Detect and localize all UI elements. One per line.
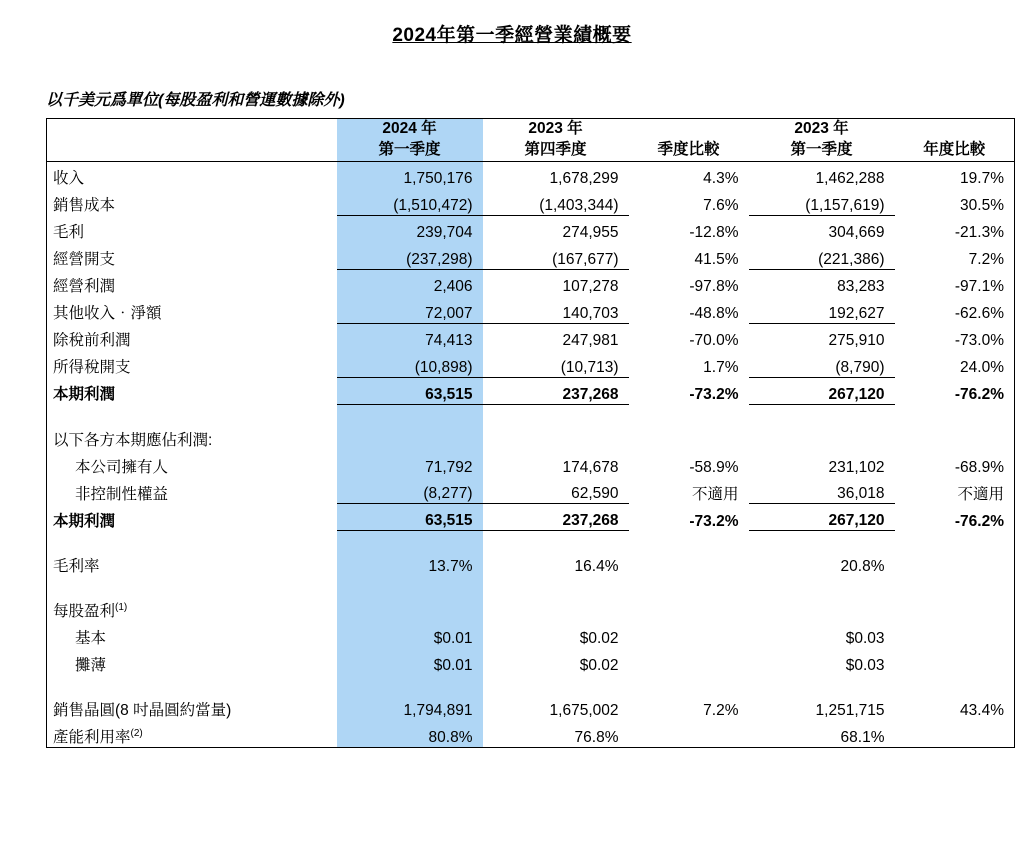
header-yoy-line1: 年度比較 xyxy=(923,140,986,158)
header-q4-2023 xyxy=(483,119,629,162)
table-row xyxy=(47,621,1015,648)
cell-q4-2023: 76.8% xyxy=(483,720,629,747)
spacer-cell xyxy=(629,576,749,594)
cell-q1-2024: 63,515 xyxy=(337,504,483,531)
header-qoq-line1: 季度比較 xyxy=(657,140,720,158)
cell-q1-2024: (237,298) xyxy=(337,242,483,269)
cell-yoy: -62.6% xyxy=(895,296,1015,323)
spacer-cell xyxy=(483,576,629,594)
cell-yoy: 30.5% xyxy=(895,188,1015,215)
cell-q4-2023: (167,677) xyxy=(483,242,629,269)
cell-yoy xyxy=(895,621,1015,648)
cell-q4-2023: 62,590 xyxy=(483,477,629,504)
eps-header-text: 每股盈利 xyxy=(53,603,116,621)
table-spacer-row xyxy=(47,404,1015,423)
spacer-cell xyxy=(629,404,749,423)
spacer-cell xyxy=(337,675,483,693)
table-row-total xyxy=(47,377,1015,404)
table-row xyxy=(47,215,1015,242)
header-blank xyxy=(47,119,337,162)
cell-q4-2023: 107,278 xyxy=(562,278,619,296)
cell-q1-2024: $0.01 xyxy=(337,648,483,675)
cell-yoy: -68.9% xyxy=(895,450,1015,477)
cell-qoq xyxy=(629,648,749,675)
cell-q1-2024: 63,515 xyxy=(337,377,483,404)
cell-q4-2023: $0.02 xyxy=(579,657,619,675)
spacer-cell xyxy=(895,576,1015,594)
row-label: 本期利潤 xyxy=(47,504,337,531)
empty-cell xyxy=(629,594,749,621)
row-label: 攤薄 xyxy=(47,648,337,675)
cell-q1-2024: 239,704 xyxy=(337,215,483,242)
cell-q4-2023: 1,675,002 xyxy=(549,702,619,720)
table-row xyxy=(47,269,1015,296)
cell-q1-2023: $0.03 xyxy=(845,630,885,648)
cell-q1-2023: 1,462,288 xyxy=(815,170,885,188)
table-row xyxy=(47,242,1015,269)
row-label: 所得稅開支 xyxy=(47,350,337,377)
cell-yoy: -97.1% xyxy=(895,269,1015,296)
cell-yoy: -76.2% xyxy=(895,504,1015,531)
cell-q1-2024: (8,277) xyxy=(337,477,483,504)
cell-q1-2024: 71,792 xyxy=(337,450,483,477)
row-label: 非控制性權益 xyxy=(47,477,337,504)
cell-yoy: 不適用 xyxy=(895,477,1015,504)
cell-q4-2023: (10,713) xyxy=(483,350,629,377)
spacer-cell xyxy=(483,531,629,550)
cell-qoq: 4.3% xyxy=(703,170,739,188)
header-q1-2024-line2: 第一季度 xyxy=(378,140,441,158)
cell-yoy: 24.0% xyxy=(895,350,1015,377)
cell-q4-2023: 174,678 xyxy=(562,458,619,476)
cell-qoq: -48.8% xyxy=(689,305,739,323)
cell-q4-2023: $0.02 xyxy=(579,630,619,648)
cell-q1-2024: (1,510,472) xyxy=(337,188,483,215)
table-row xyxy=(47,161,1015,188)
header-q1-2023 xyxy=(749,119,895,162)
row-label: 經營開支 xyxy=(47,242,337,269)
spacer-cell xyxy=(749,404,895,423)
cell-yoy xyxy=(895,549,1015,576)
spacer-cell xyxy=(47,531,337,550)
cell-q4-2023: 1,678,299 xyxy=(549,170,619,188)
cell-qoq: -97.8% xyxy=(689,278,739,296)
cell-q1-2023: 267,120 xyxy=(749,504,895,531)
utilization-label-text: 產能利用率 xyxy=(53,728,131,746)
row-label xyxy=(47,720,337,747)
empty-cell xyxy=(895,423,1015,450)
cell-q1-2023: 231,102 xyxy=(828,458,885,476)
cell-yoy: 43.4% xyxy=(895,693,1015,720)
cell-qoq: 7.2% xyxy=(703,702,739,720)
table-row-gross-margin xyxy=(47,549,1015,576)
table-row xyxy=(47,296,1015,323)
row-label: 基本 xyxy=(47,621,337,648)
cell-qoq: 7.6% xyxy=(703,197,739,215)
empty-cell xyxy=(337,594,483,621)
cell-yoy: -73.0% xyxy=(895,323,1015,350)
spacer-cell xyxy=(337,531,483,550)
empty-cell xyxy=(483,423,629,450)
row-label: 其他收入‧淨額 xyxy=(47,296,337,323)
eps-footnote-marker: (1) xyxy=(115,602,128,614)
cell-yoy: 19.7% xyxy=(895,161,1015,188)
table-row-total xyxy=(47,504,1015,531)
empty-cell xyxy=(895,594,1015,621)
spacer-cell xyxy=(749,675,895,693)
cell-q1-2023: 20.8% xyxy=(840,558,885,576)
header-q1-2024 xyxy=(337,119,483,162)
cell-yoy: 7.2% xyxy=(895,242,1015,269)
eps-header-label xyxy=(47,594,337,621)
table-spacer-row xyxy=(47,675,1015,693)
cell-q1-2024: 1,750,176 xyxy=(337,161,483,188)
cell-qoq xyxy=(629,549,749,576)
header-q4-2023-line1: 2023 年 xyxy=(528,120,583,137)
cell-q4-2023: 247,981 xyxy=(562,332,619,350)
cell-qoq: 不適用 xyxy=(691,485,739,503)
cell-q1-2023: 267,120 xyxy=(749,377,895,404)
empty-cell xyxy=(749,423,895,450)
cell-qoq: 1.7% xyxy=(703,359,739,377)
spacer-cell xyxy=(895,404,1015,423)
document-page xyxy=(0,20,1024,843)
row-label: 經營利潤 xyxy=(47,269,337,296)
cell-q1-2023: (1,157,619) xyxy=(749,188,895,215)
cell-q1-2023: 304,669 xyxy=(828,224,885,242)
cell-q1-2024: 74,413 xyxy=(337,323,483,350)
cell-qoq: -73.2% xyxy=(689,512,739,530)
cell-q1-2023: (8,790) xyxy=(749,350,895,377)
spacer-cell xyxy=(749,576,895,594)
spacer-cell xyxy=(47,675,337,693)
cell-q1-2024: 1,794,891 xyxy=(337,693,483,720)
row-label: 除稅前利潤 xyxy=(47,323,337,350)
spacer-cell xyxy=(337,404,483,423)
spacer-cell xyxy=(47,404,337,423)
spacer-cell xyxy=(47,576,337,594)
table-row-wafer-shipments xyxy=(47,693,1015,720)
spacer-cell xyxy=(337,576,483,594)
header-q1-2023-line1: 2023 年 xyxy=(794,120,849,137)
cell-q1-2023: 192,627 xyxy=(749,296,895,323)
cell-q1-2024: $0.01 xyxy=(337,621,483,648)
empty-cell xyxy=(629,423,749,450)
cell-qoq: -70.0% xyxy=(689,332,739,350)
cell-yoy: -76.2% xyxy=(895,377,1015,404)
unit-note: 以千美元爲單位(每股盈利和營運數據除外) xyxy=(46,92,345,109)
cell-qoq xyxy=(629,720,749,747)
empty-cell xyxy=(337,423,483,450)
row-label: 本公司擁有人 xyxy=(47,450,337,477)
spacer-cell xyxy=(749,531,895,550)
row-label: 毛利 xyxy=(47,215,337,242)
header-q1-2024-line1: 2024 年 xyxy=(382,120,437,137)
cell-q1-2023: (221,386) xyxy=(749,242,895,269)
table-spacer-row xyxy=(47,531,1015,550)
table-row xyxy=(47,350,1015,377)
cell-q4-2023: 274,955 xyxy=(562,224,619,242)
cell-q4-2023: (1,403,344) xyxy=(483,188,629,215)
row-label: 銷售成本 xyxy=(47,188,337,215)
table-row-utilization xyxy=(47,720,1015,747)
cell-qoq: 41.5% xyxy=(694,251,739,269)
table-row xyxy=(47,648,1015,675)
table-row xyxy=(47,477,1015,504)
cell-q1-2023: 275,910 xyxy=(828,332,885,350)
cell-q4-2023: 140,703 xyxy=(483,296,629,323)
cell-yoy xyxy=(895,720,1015,747)
table-row xyxy=(47,323,1015,350)
attribution-header-label: 以下各方本期應佔利潤: xyxy=(47,423,337,450)
cell-q1-2024: (10,898) xyxy=(337,350,483,377)
header-q1-2023-line2: 第一季度 xyxy=(790,140,853,158)
cell-q1-2023: $0.03 xyxy=(845,657,885,675)
header-yoy xyxy=(895,119,1015,162)
table-row xyxy=(47,188,1015,215)
cell-q1-2024: 80.8% xyxy=(337,720,483,747)
header-q4-2023-line2: 第四季度 xyxy=(524,140,587,158)
spacer-cell xyxy=(895,675,1015,693)
empty-cell xyxy=(749,594,895,621)
spacer-cell xyxy=(895,531,1015,550)
cell-yoy xyxy=(895,648,1015,675)
cell-q1-2024: 2,406 xyxy=(337,269,483,296)
spacer-cell xyxy=(629,531,749,550)
table-row xyxy=(47,450,1015,477)
cell-yoy: -21.3% xyxy=(895,215,1015,242)
utilization-footnote-marker: (2) xyxy=(130,727,143,739)
eps-header-row xyxy=(47,594,1015,621)
attribution-header-row xyxy=(47,423,1015,450)
row-label: 收入 xyxy=(47,161,337,188)
empty-cell xyxy=(483,594,629,621)
cell-q1-2023: 36,018 xyxy=(749,477,895,504)
cell-qoq xyxy=(629,621,749,648)
table-spacer-row xyxy=(47,576,1015,594)
row-label: 銷售晶圓(8 吋晶圓約當量) xyxy=(47,693,337,720)
spacer-cell xyxy=(483,404,629,423)
page-title: 2024年第一季經營業績概要 xyxy=(392,25,632,46)
cell-q4-2023: 237,268 xyxy=(483,504,629,531)
cell-q4-2023: 16.4% xyxy=(574,558,619,576)
cell-q1-2024: 72,007 xyxy=(337,296,483,323)
cell-qoq: -12.8% xyxy=(689,224,739,242)
cell-q1-2023: 68.1% xyxy=(749,720,895,747)
table-header-row xyxy=(47,119,1015,162)
cell-qoq: -73.2% xyxy=(689,386,739,404)
spacer-cell xyxy=(483,675,629,693)
row-label: 本期利潤 xyxy=(47,377,337,404)
row-label: 毛利率 xyxy=(47,549,337,576)
cell-q1-2024: 13.7% xyxy=(337,549,483,576)
cell-q4-2023: 237,268 xyxy=(483,377,629,404)
spacer-cell xyxy=(629,675,749,693)
cell-q1-2023: 83,283 xyxy=(837,278,885,296)
header-qoq xyxy=(629,119,749,162)
cell-qoq: -58.9% xyxy=(689,458,739,476)
financial-summary-table xyxy=(46,118,1015,748)
cell-q1-2023: 1,251,715 xyxy=(815,702,885,720)
